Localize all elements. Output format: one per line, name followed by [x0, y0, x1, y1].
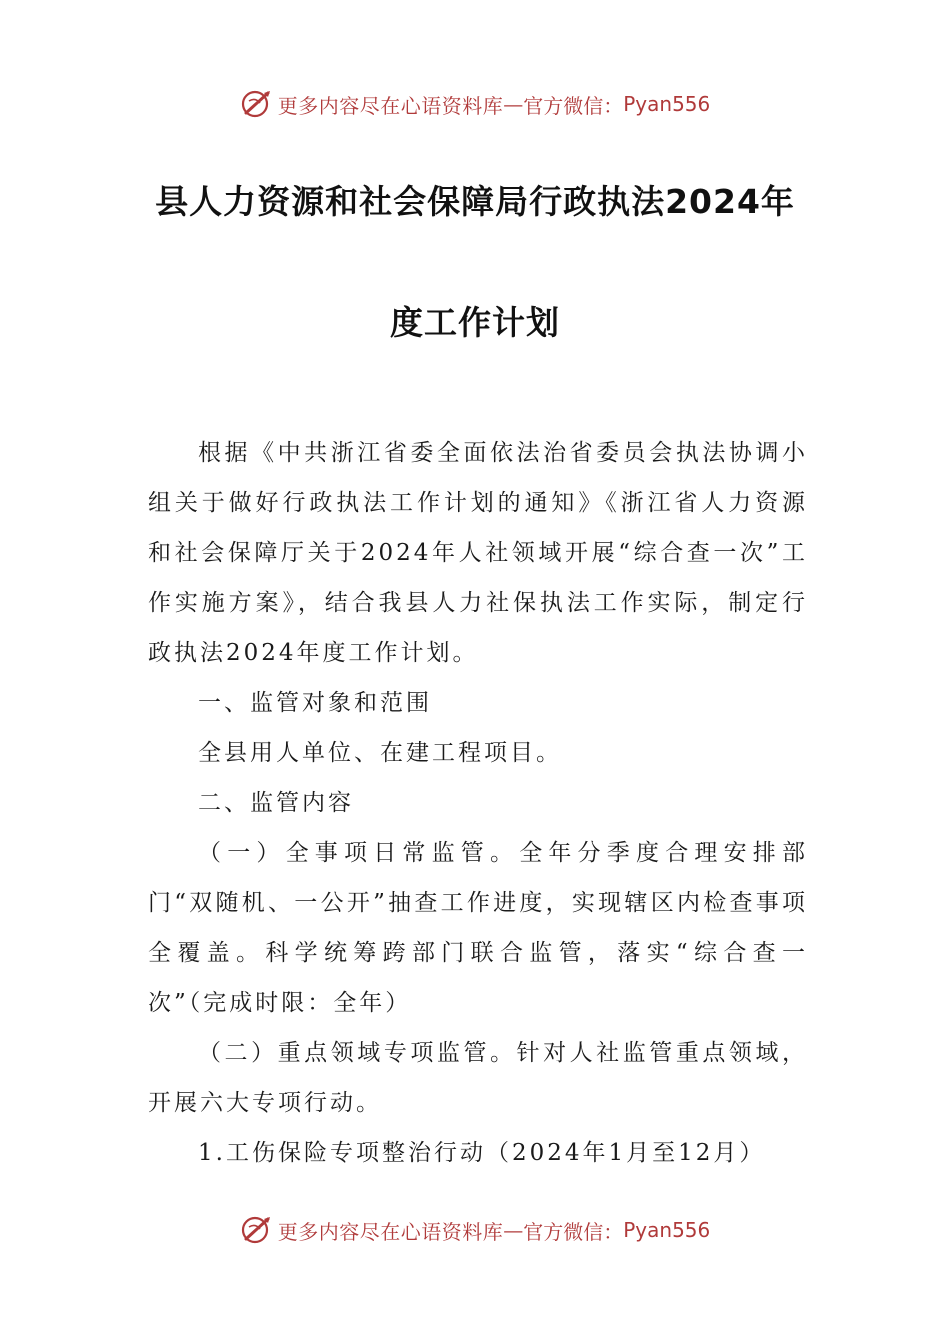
watermark-wechat-id: Pyan556	[623, 92, 711, 116]
paragraph-scope: 全县用人单位、在建工程项目。	[198, 740, 562, 766]
watermark-separator: —	[503, 1218, 524, 1242]
document-body	[148, 428, 808, 1178]
watermark-footer	[0, 1210, 950, 1250]
pen-circle-logo-icon	[240, 87, 274, 121]
heading-section-1: 一、监管对象和范围	[198, 690, 432, 716]
watermark-official-label: 官方微信：	[523, 1219, 624, 1244]
watermark-wechat-id: Pyan556	[623, 1218, 711, 1242]
paragraph-item-2: （二）重点领域专项监管。针对人社监管重点领域，开展六大专项行动。	[148, 1040, 808, 1116]
document-title-line-1: 县人力资源和社会保障局行政执法2024年	[155, 182, 795, 221]
pen-circle-logo-icon	[240, 1213, 274, 1247]
watermark-separator: —	[503, 92, 524, 116]
paragraph-subitem-1: 1.工伤保险专项整治行动（2024年1月至12月）	[198, 1140, 766, 1166]
watermark-text: 更多内容尽在心语资料库	[277, 93, 504, 118]
watermark-header	[0, 84, 950, 124]
heading-section-2: 二、监管内容	[198, 790, 354, 816]
paragraph-item-1: （一）全事项日常监管。全年分季度合理安排部门“双随机、一公开”抽查工作进度，实现辖区内检查事项全覆盖。科学统筹跨部门联合监管，落实“综合查一次”（完成时限：全年）	[148, 840, 808, 1016]
paragraph-intro: 根据《中共浙江省委全面依法治省委员会执法协调小组关于做好行政执法工作计划的通知》《浙江省人力资源和社会保障厅关于2024年人社领域开展“综合查一次”工作实施方案》，结合我县人力社保执法工作实际，制定行政执法2024年度工作计划。	[148, 440, 808, 666]
watermark-official-label: 官方微信：	[523, 93, 624, 118]
document-title-line-2: 度工作计划	[390, 303, 560, 342]
watermark-text: 更多内容尽在心语资料库	[277, 1219, 504, 1244]
